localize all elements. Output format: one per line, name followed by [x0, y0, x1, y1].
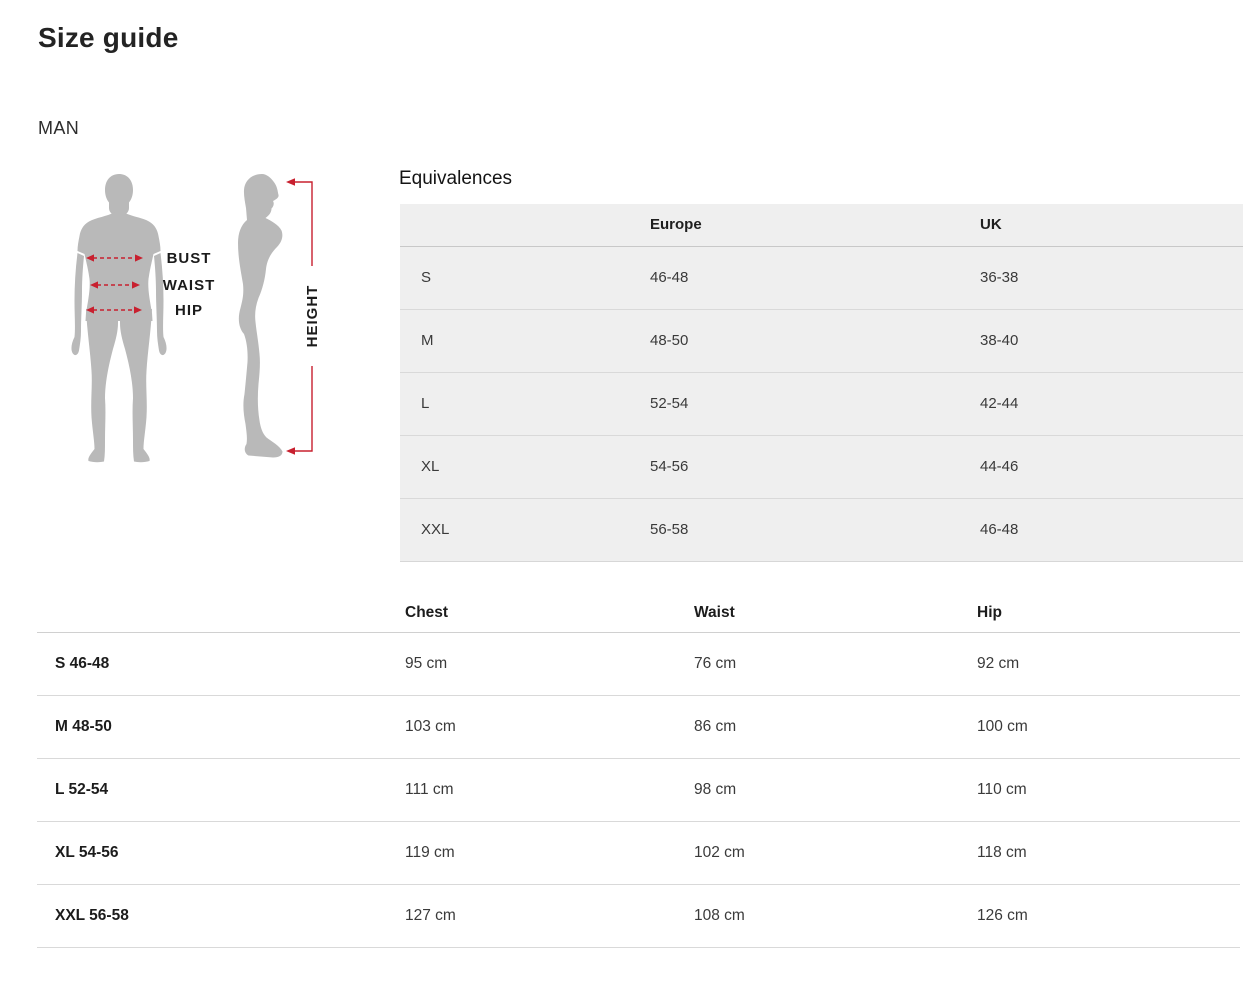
- hip-cell: 92 cm: [977, 654, 1020, 672]
- europe-cell: 52-54: [650, 395, 689, 412]
- hip-cell: 118 cm: [977, 843, 1027, 861]
- uk-cell: 44-46: [980, 458, 1019, 475]
- front-torso: [78, 212, 161, 321]
- measurements-table: [37, 594, 1240, 948]
- meas-col-waist-header: Waist: [694, 603, 735, 621]
- table-row: [37, 695, 1240, 758]
- europe-cell: 56-58: [650, 521, 689, 538]
- hip-cell: 100 cm: [977, 717, 1028, 735]
- waist-label: WAIST: [162, 277, 216, 294]
- chest-cell: 119 cm: [405, 843, 455, 861]
- equiv-col-uk-header: UK: [980, 216, 1002, 234]
- uk-cell: 42-44: [980, 395, 1019, 412]
- table-row: [400, 309, 1243, 372]
- uk-cell: 46-48: [980, 521, 1019, 538]
- size-cell: XXL: [421, 521, 450, 538]
- bust-label: BUST: [166, 250, 212, 267]
- hip-cell: 126 cm: [977, 906, 1028, 924]
- table-row: [400, 246, 1243, 309]
- size-cell: L: [421, 395, 430, 412]
- chest-cell: 127 cm: [405, 906, 456, 924]
- waist-cell: 102 cm: [694, 843, 745, 861]
- uk-cell: 38-40: [980, 332, 1019, 349]
- europe-cell: 46-48: [650, 269, 689, 286]
- waist-cell: 86 cm: [694, 717, 737, 735]
- europe-cell: 54-56: [650, 458, 689, 475]
- size-cell: S 46-48: [55, 654, 110, 672]
- uk-cell: 36-38: [980, 269, 1019, 286]
- height-arrow-bottom: [286, 447, 295, 455]
- front-left-arm: [71, 253, 84, 355]
- equivalences-table: [400, 204, 1243, 562]
- front-silhouette-figure: [71, 174, 166, 462]
- chest-cell: 103 cm: [405, 717, 456, 735]
- meas-col-hip-header: Hip: [977, 603, 1002, 621]
- waist-cell: 76 cm: [694, 654, 737, 672]
- table-row: [37, 632, 1240, 695]
- table-row: [37, 821, 1240, 884]
- hip-label: HIP: [174, 302, 204, 319]
- table-row: [37, 884, 1240, 947]
- size-cell: L 52-54: [55, 780, 109, 798]
- front-head: [105, 174, 133, 216]
- side-body: [238, 174, 283, 458]
- meas-col-chest-header: Chest: [405, 603, 449, 621]
- meas-col-size-header: [37, 594, 405, 632]
- chest-cell: 111 cm: [405, 780, 454, 798]
- size-cell: M 48-50: [55, 717, 112, 735]
- size-cell: M: [421, 332, 434, 349]
- front-right-arm: [154, 253, 167, 355]
- front-right-leg: [120, 309, 152, 462]
- hip-cell: 110 cm: [977, 780, 1027, 798]
- size-cell: XL 54-56: [55, 843, 119, 861]
- equivalences-title: Equivalences: [399, 168, 513, 189]
- table-row: [37, 758, 1240, 821]
- page-title: Size guide: [38, 22, 179, 53]
- table-row: [400, 372, 1243, 435]
- body-measurement-diagram: [60, 168, 350, 468]
- measurements-header-row: [37, 594, 1240, 632]
- size-cell: S: [421, 269, 432, 286]
- waist-cell: 98 cm: [694, 780, 737, 798]
- equivalences-header-row: [400, 204, 1243, 246]
- europe-cell: 48-50: [650, 332, 689, 349]
- section-label-man: MAN: [38, 118, 80, 138]
- size-cell: XXL 56-58: [55, 906, 129, 924]
- height-label: HEIGHT: [304, 284, 321, 348]
- table-row: [400, 435, 1243, 498]
- chest-cell: 95 cm: [405, 654, 448, 672]
- equiv-col-size-header: [400, 204, 650, 246]
- height-arrow-top: [286, 178, 295, 186]
- size-cell: XL: [421, 458, 440, 475]
- side-silhouette-figure: [238, 174, 283, 458]
- table-row: [400, 498, 1243, 561]
- front-left-leg: [86, 309, 118, 462]
- equiv-col-europe-header: Europe: [650, 216, 702, 234]
- waist-cell: 108 cm: [694, 906, 745, 924]
